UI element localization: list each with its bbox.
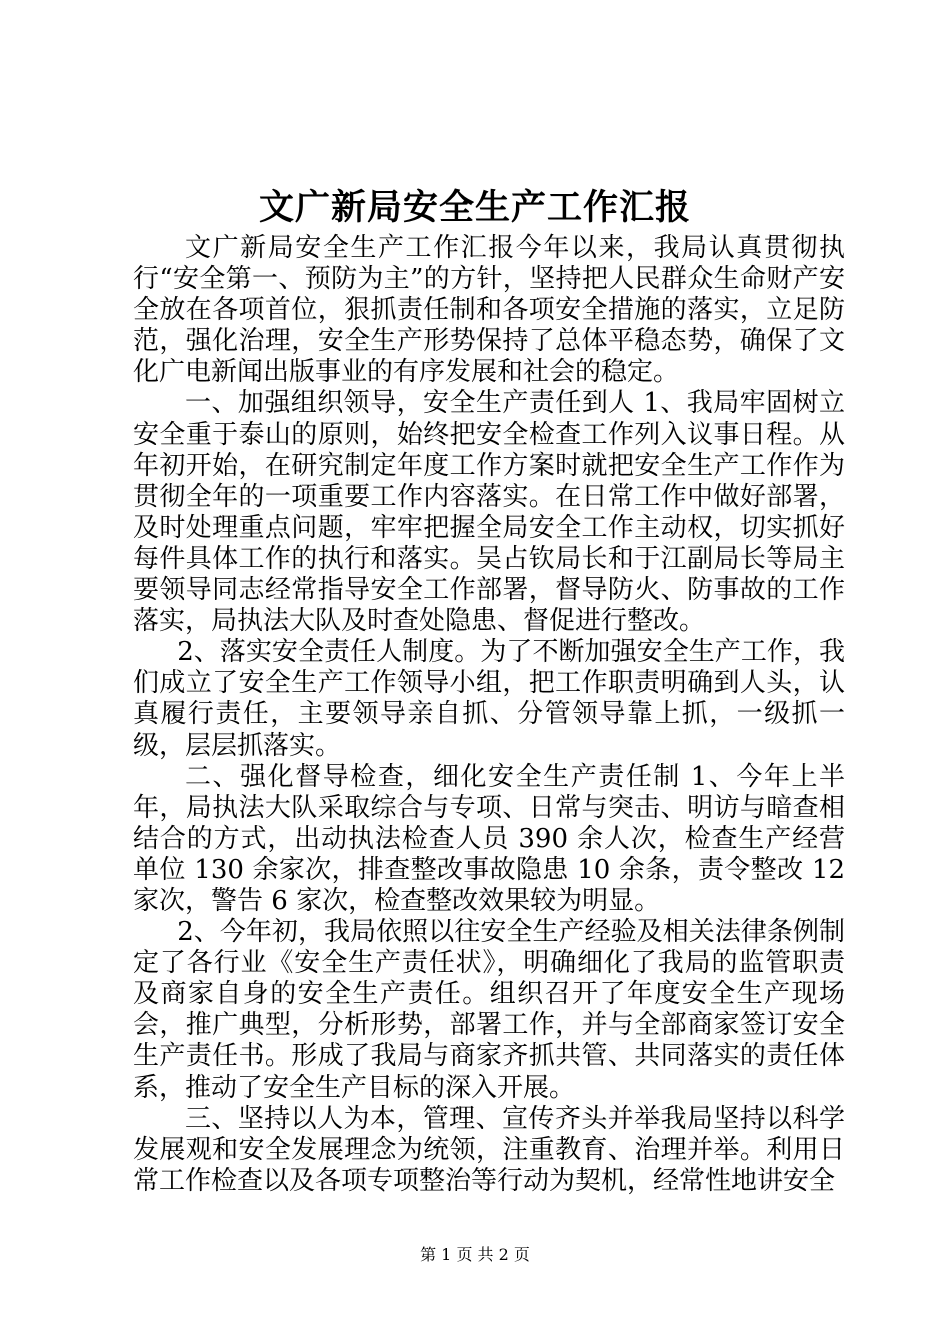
paragraph-section-3: 三、坚持以人为本，管理、宣传齐头并举我局坚持以科学发展观和安全发展理念为统领，注重教育、治理并举。利用日常工作检查以及各项专项整治等行动为契机，经常性地讲安全 — [133, 1103, 845, 1196]
document-body — [133, 233, 845, 1197]
paragraph-section-1: 一、加强组织领导，安全生产责任到人 1、我局牢固树立安全重于泰山的原则，始终把安全检查工作列入议事日程。从年初开始，在研究制定年度工作方案时就把安全生产工作作为贯彻全年的一项重要工作内容落实。在日常工作中做好部署，及时处理重点问题，牢牢把握全局安全工作主动权，切实抓好每件具体工作的执行和落实。吴占钦局长和于江副局长等局主要领导同志经常指导安全工作部署，督导防火、防事故的工作落实，局执法大队及时查处隐患、督促进行整改。 — [133, 388, 845, 637]
page-footer: 第 1 页 共 2 页 — [420, 1245, 530, 1264]
paragraph-section-2-item-2: 2、今年初，我局依照以往安全生产经验及相关法律条例制定了各行业《安全生产责任状》，明确细化了我局的监管职责及商家自身的安全生产责任。组织召开了年度安全生产现场会，推广典型，分析形势，部署工作，并与全部商家签订安全生产责任书。形成了我局与商家齐抓共管、共同落实的责任体系，推动了安全生产目标的深入开展。 — [133, 917, 845, 1103]
paragraph-intro: 文广新局安全生产工作汇报今年以来，我局认真贯彻执行“安全第一、预防为主”的方针，坚持把人民群众生命财产安全放在各项首位，狠抓责任制和各项安全措施的落实，立足防范，强化治理，安全生产形势保持了总体平稳态势，确保了文化广电新闻出版事业的有序发展和社会的稳定。 — [133, 233, 845, 388]
paragraph-section-1-item-2: 2、落实安全责任人制度。为了不断加强安全生产工作，我们成立了安全生产工作领导小组，把工作职责明确到人头，认真履行责任，主要领导亲自抓、分管领导靠上抓，一级抓一级，层层抓落实。 — [133, 637, 845, 761]
paragraph-section-2: 二、强化督导检查，细化安全生产责任制 1、今年上半年，局执法大队采取综合与专项、日常与突击、明访与暗查相结合的方式，出动执法检查人员 390 余人次，检查生产经营单位 130 余家次，排查整改事故隐患 10 余条，责令整改 12 家次，警告 6 家次，检查整改效果较为明显。 — [133, 761, 845, 916]
document-title: 文广新局安全生产工作汇报 — [258, 187, 691, 228]
